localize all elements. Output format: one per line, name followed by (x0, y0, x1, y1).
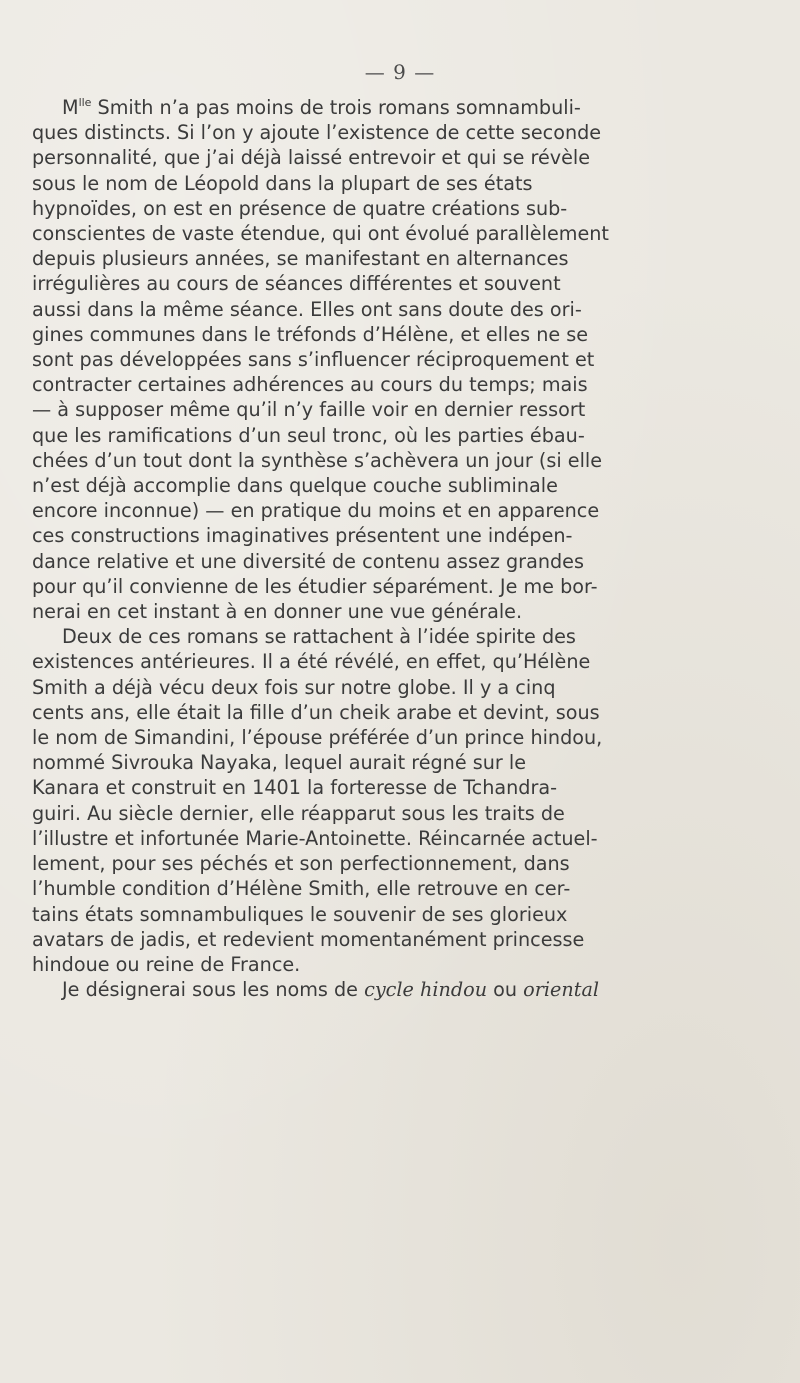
text-line: n’est déjà accomplie dans quelque couche subliminale (32, 474, 558, 498)
text-line: gines communes dans le tréfonds d’Hélène, et elles ne se (32, 322, 589, 346)
text-line: hindoue ou reine de France. (32, 952, 301, 976)
text-line: existences antérieures. Il a été révélé, en effet, qu’Hélène (32, 650, 591, 674)
text-line: avatars de jadis, et redevient momentanément princesse (32, 927, 585, 951)
text-line: chées d’un tout dont la synthèse s’achèvera un jour (si elle (32, 448, 603, 472)
text-line: tains états somnambuliques le souvenir de ses glorieux (32, 902, 568, 926)
text-line: sont pas développées sans s’influencer réciproquement et (32, 348, 595, 372)
text-line: guiri. Au siècle dernier, elle réapparut sous les traits de (32, 801, 565, 825)
text-line-plain: Je désignerai sous les noms de (62, 978, 365, 1002)
text-line: irrégulières au cours de séances différentes et souvent (32, 272, 561, 296)
text-line: aussi dans la même séance. Elles ont sans doute des ori- (32, 297, 582, 321)
text-line: Deux de ces romans se rattachent à l’idée spirite des (62, 625, 576, 649)
text-line: conscientes de vaste étendue, qui ont évolué parallèlement (32, 222, 609, 246)
text-line: l’illustre et infortunée Marie-Antoinette. Réincarnée actuel- (32, 826, 598, 850)
text-line: personnalité, que j’ai déjà laissé entrevoir et qui se révèle (32, 146, 591, 170)
text-line: cents ans, elle était la fille d’un cheik arabe et devint, sous (32, 700, 600, 724)
text-line: nommé Sivrouka Nayaka, lequel aurait régné sur le (32, 751, 527, 775)
italic-term-oriental: oriental (523, 978, 600, 1002)
text-line: le nom de Simandini, l’épouse préférée d’un prince hindou, (32, 726, 603, 750)
text-line: dance relative et une diversité de contenu assez grandes (32, 549, 584, 573)
text-line: depuis plusieurs années, se manifestant en alternances (32, 247, 569, 271)
text-line (32, 90, 800, 120)
text-line: Kanara et construit en 1401 la forteresse de Tchandra- (32, 776, 558, 800)
text-line-rest: Smith n’a pas moins de trois romans somnambuli- (91, 96, 581, 119)
mlle-abbrev: M (62, 96, 79, 119)
italic-term-cycle-hindou: cycle hindou (364, 978, 488, 1002)
text-line: que les ramifications d’un seul tronc, où les parties ébau- (32, 423, 585, 447)
text-line (32, 977, 800, 1002)
mlle-superscript: lle (78, 96, 92, 109)
text-line: Smith a déjà vécu deux fois sur notre globe. Il y a cinq (32, 675, 556, 699)
text-line: lement, pour ses péchés et son perfectionnement, dans (32, 852, 570, 876)
text-line: l’humble condition d’Hélène Smith, elle retrouve en cer- (32, 877, 571, 901)
text-line: — à supposer même qu’il n’y faille voir en dernier ressort (32, 398, 586, 422)
text-line: encore inconnue) — en pratique du moins et en apparence (32, 499, 600, 523)
text-line: pour qu’il convienne de les étudier séparément. Je me bor- (32, 574, 598, 598)
text-line: nerai en cet instant à en donner une vue générale. (32, 600, 523, 624)
body-text (32, 90, 800, 1002)
text-line: sous le nom de Léopold dans la plupart de ses états (32, 171, 533, 195)
text-line: hypnoïdes, on est en présence de quatre créations sub- (32, 196, 568, 220)
text-line: ces constructions imaginatives présentent une indépen- (32, 524, 573, 548)
page-number: — 9 — (364, 60, 436, 84)
text-line: ques distincts. Si l’on y ajoute l’existence de cette seconde (32, 121, 602, 145)
text-line-mid: ou (487, 978, 524, 1002)
text-line: contracter certaines adhérences au cours du temps; mais (32, 373, 588, 397)
